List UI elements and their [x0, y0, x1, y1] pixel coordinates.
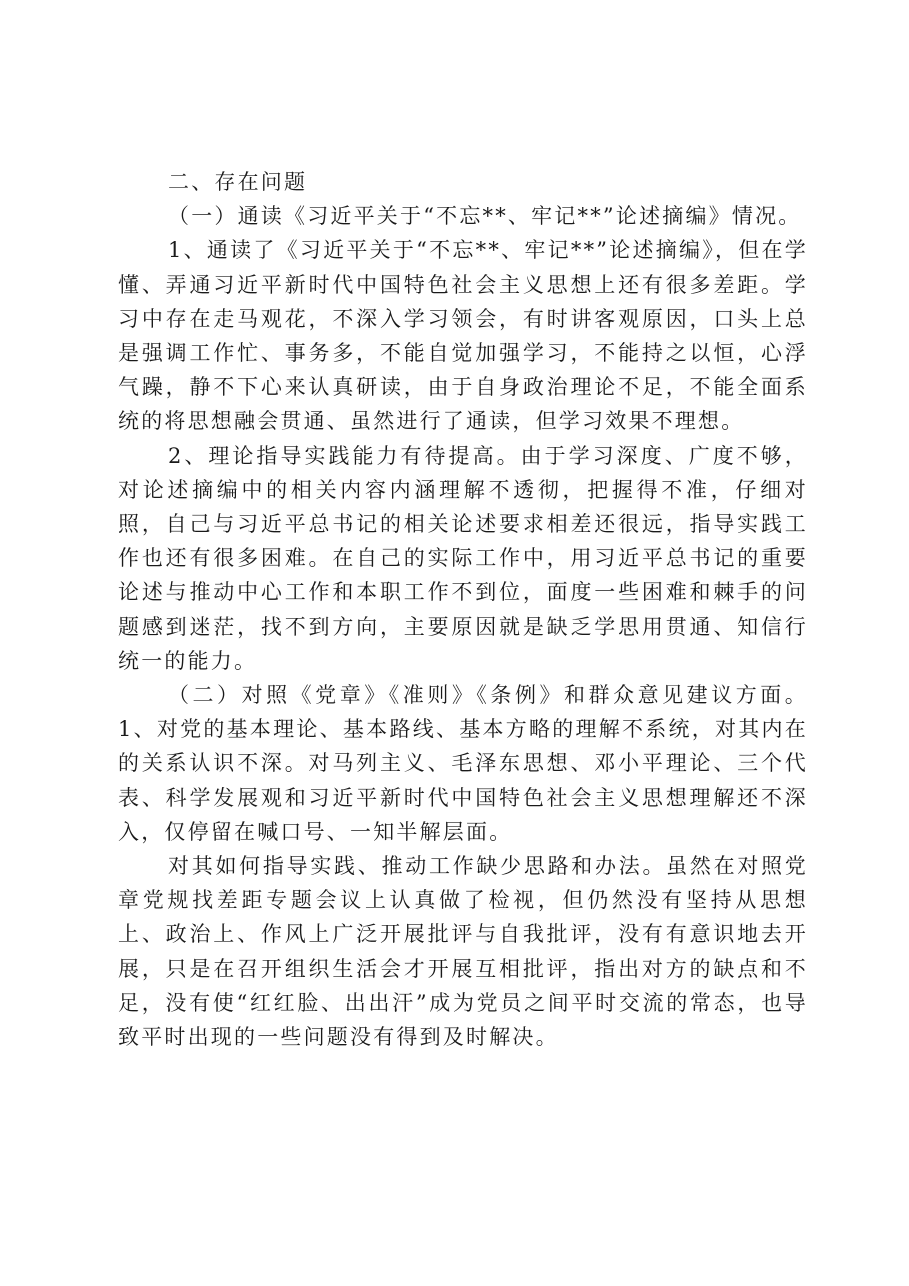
- subsection-heading-1: （一）通读《习近平关于“不忘**、牢记**”论述摘编》情况。: [168, 204, 802, 229]
- paragraph-4: 对其如何指导实践、推动工作缺少思路和办法。虽然在对照党章党规找差距专题会议上认真做了检视，但仍然没有坚持从思想上、政治上、作风上广泛开展批评与自我批评，没有有意识地去开展，只是在召开组织生活会才开展互相批评，指出对方的缺点和不足，没有使“红红脸、出出汗”成为党员之间平时交流的常态，也导致平时出现的一些问题没有得到及时解决。: [118, 854, 808, 1050]
- document-body: [118, 165, 808, 1054]
- paragraph-1: 1、通读了《习近平关于“不忘**、牢记**”论述摘编》，但在学懂、弄通习近平新时代中国特色社会主义思想上还有很多差距。学习中存在走马观花，不深入学习领会，有时讲客观原因，口头上总是强调工作忙、事务多，不能自觉加强学习，不能持之以恒，心浮气躁，静不下心来认真研读，由于自身政治理论不足，不能全面系统的将思想融会贯通、虽然进行了通读，但学习效果不理想。: [118, 238, 808, 434]
- section-heading: 二、存在问题: [168, 170, 308, 194]
- paragraph-3: （二）对照《党章》《准则》《条例》和群众意见建议方面。1、对党的基本理论、基本路线、基本方略的理解不系统，对其内在的关系认识不深。对马列主义、毛泽东思想、邓小平理论、三个代表、科学发展观和习近平新时代中国特色社会主义思想理解还不深入，仅停留在喊口号、一知半解层面。: [118, 683, 808, 844]
- paragraph-2: 2、理论指导实践能力有待提高。由于学习深度、广度不够，对论述摘编中的相关内容内涵理解不透彻，把握得不准，仔细对照，自己与习近平总书记的相关论述要求相差还很远，指导实践工作也还有很多困难。在自己的实际工作中，用习近平总书记的重要论述与推动中心工作和本职工作不到位，面度一些困难和棘手的问题感到迷茫，找不到方向，主要原因就是缺乏学思用贯通、知信行统一的能力。: [118, 443, 808, 673]
